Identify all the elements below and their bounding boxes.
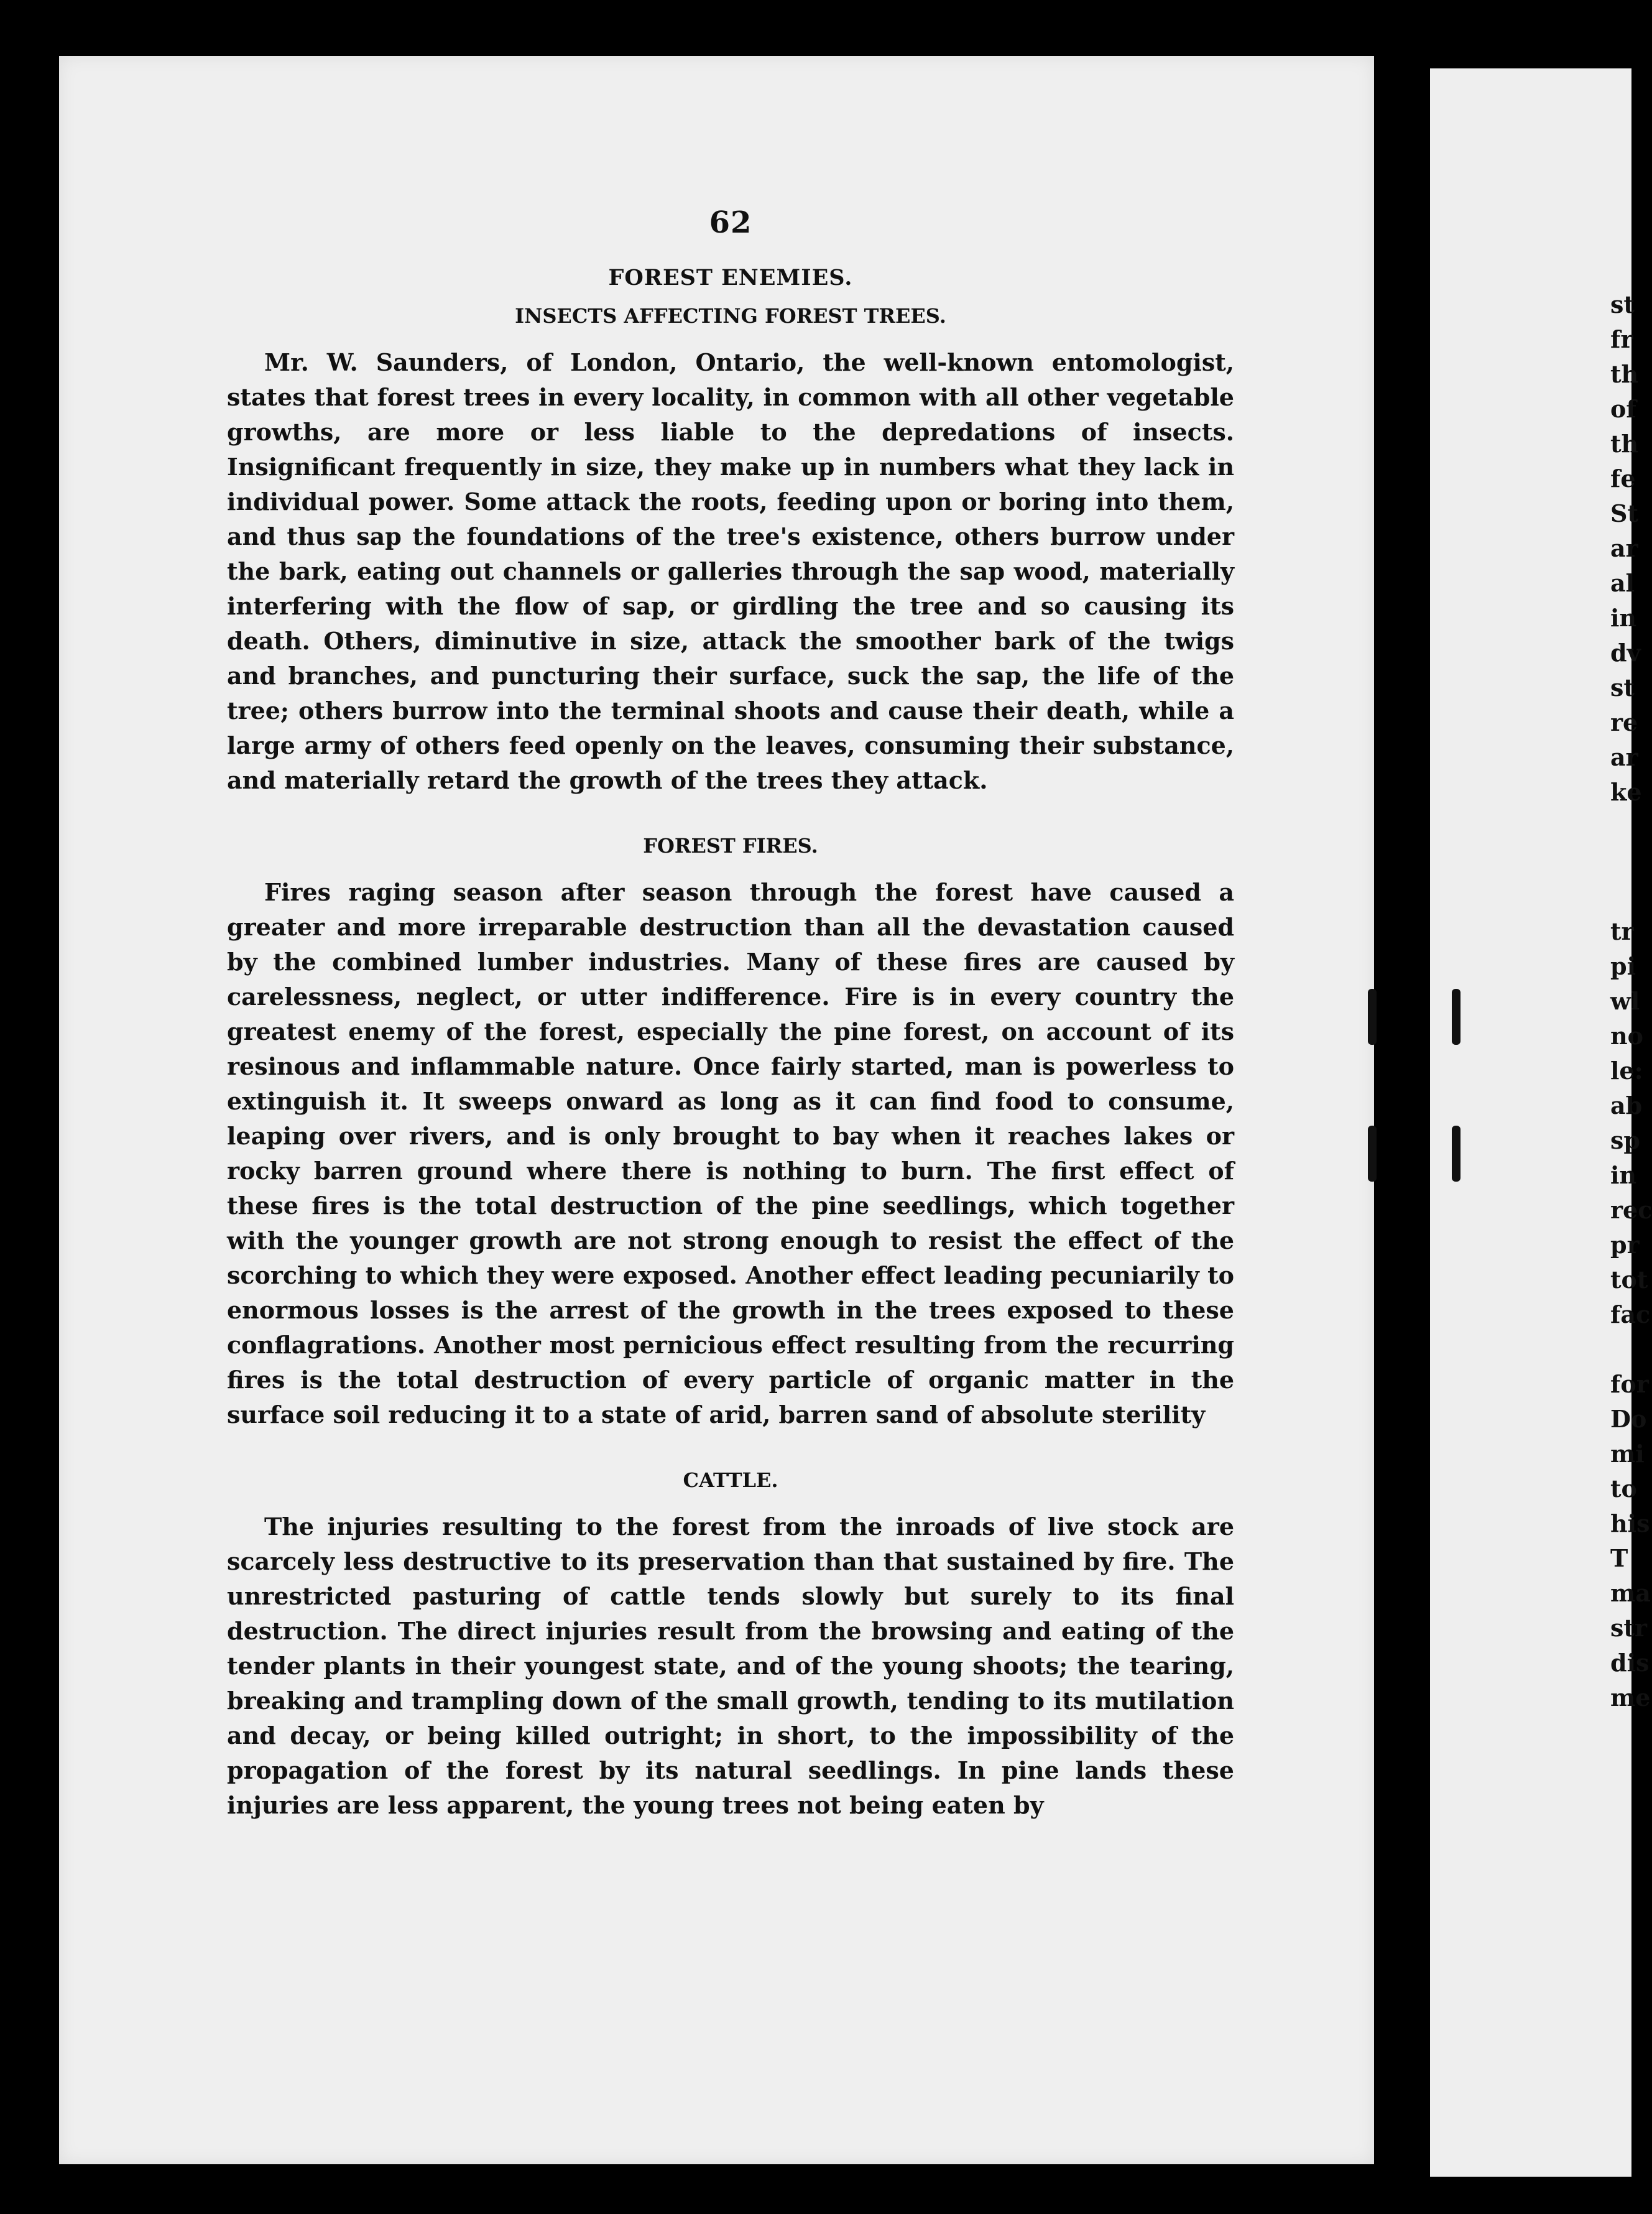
fragment: in (1610, 1161, 1637, 1189)
fragment: for (1610, 1370, 1649, 1398)
fragment: his (1610, 1509, 1650, 1537)
fragment: of (1610, 395, 1636, 423)
page-content (227, 205, 1234, 1823)
facing-page-fragments-top (1610, 287, 1642, 810)
fragment: pr (1610, 1231, 1640, 1259)
fragment: th (1610, 430, 1639, 458)
fragment: th (1610, 360, 1639, 388)
fragment: tr (1610, 917, 1634, 945)
fragment: str (1610, 1614, 1647, 1642)
fragment: in (1610, 604, 1637, 632)
cattle-heading: CATTLE. (683, 1468, 778, 1492)
fragment: Do (1610, 1405, 1647, 1433)
facing-page (1430, 68, 1652, 2177)
cattle-paragraph: The injuries resulting to the forest from the inroads of live stock are scarcely less destructive to its preservation than that sustained by fire. The unrestricted pasturing of cattle tends slowly but surely to its final destruction. The direct injuries result from the browsing and eating of the tender plants in their youngest state, and of the young shoots; the tearing, breaking and trampling down of the small growth, tending to its mutilation and decay, or being killed outright; in short, to the impossibility of the propagation of the forest by its natural seedlings. In pine lands these injuries are less apparent, the young trees not being eaten by (227, 1512, 1234, 1819)
fragment: St (1610, 499, 1638, 527)
facing-page-fragments-bottom (1610, 914, 1652, 1715)
fragment: tot (1610, 1266, 1648, 1294)
fragment: al (1610, 569, 1635, 597)
fragment (1610, 1332, 1631, 1367)
fragment: no (1610, 1022, 1643, 1050)
book-gutter (1374, 56, 1430, 2170)
section-title: FOREST ENEMIES. (608, 265, 853, 290)
fragment: pi (1610, 952, 1636, 980)
fires-heading: FOREST FIRES. (643, 834, 818, 858)
fires-paragraph: Fires raging season after season through the forest have caused a greater and more irreparable destruction than all the devastation caused by the combined lumber industries. Many of these fires are caused by carelessness, neglect, or utter indifference. Fire is in every country the greatest enemy of the forest, especially the pine forest, on account of its resinous and inflammable nature. Once fairly started, man is powerless to extinguish it. It sweeps onward as long as it can find food to consume, leaping over rivers, and is only brought to bay when it reaches lakes or rocky barren ground where there is nothing to burn. The first effect of these fires is the total destruction of the pine seedlings, which together with the younger growth are not strong enough to resist the effect of the scorching to which they were exposed. Another effect leading pecuniarily to enormous losses is the arrest of the growth in the trees exposed to these conflagrations. Another most pernicious effect resulting from the recurring fires is the total destruction of every particle of organic matter in the surface soil reducing it to a state of arid, barren sand of absolute sterility (227, 878, 1234, 1429)
fragment: ke (1610, 778, 1642, 806)
fragment: dis (1610, 1649, 1650, 1677)
fragment: to (1610, 1475, 1637, 1503)
binding-mark (1368, 989, 1377, 1045)
fragment: sp (1610, 1126, 1640, 1154)
binding-mark (1452, 989, 1460, 1045)
fragment: fac (1610, 1300, 1651, 1328)
fragment: ar (1610, 743, 1638, 771)
binding-mark (1452, 1126, 1460, 1182)
fragment: ab (1610, 1091, 1643, 1119)
fragment: wl (1610, 987, 1640, 1015)
fragment: T (1610, 1544, 1628, 1572)
fragment: le: (1610, 1057, 1643, 1085)
fragment: fe (1610, 465, 1636, 493)
fragment: rec (1610, 1196, 1652, 1224)
fragment: me (1610, 1684, 1651, 1711)
fragment: dv (1610, 639, 1641, 667)
fragment: ar (1610, 534, 1638, 562)
subsection-title: INSECTS AFFECTING FOREST TREES. (515, 304, 946, 328)
fragment: ma (1610, 1579, 1651, 1607)
fragment: fr (1610, 325, 1633, 353)
binding-mark (1368, 1126, 1377, 1182)
fragment: st (1610, 674, 1635, 702)
insects-paragraph: Mr. W. Saunders, of London, Ontario, the well-known entomologist, states that forest trees in every locality, in common with all other vegetable growths, are more or less liable to the depredations of insects. Insignificant frequently in size, they make up in numbers what they lack in individual power. Some attack the roots, feeding upon or boring into them, and thus sap the foundations of the tree's existence, others burrow under the bark, eating out channels or galleries through the sap wood, materially interfering with the flow of sap, or girdling the tree and so causing its death. Others, diminutive in size, attack the smoother bark of the twigs and branches, and puncturing their surface, suck the sap, the life of the tree; others burrow into the terminal shoots and cause their death, while a large army of others feed openly on the leaves, consuming their substance, and materially retard the growth of the trees they attack. (227, 348, 1234, 794)
fragment: st (1610, 290, 1635, 318)
fragment: mi (1610, 1440, 1645, 1468)
fragment: re (1610, 708, 1638, 736)
page-number: 62 (709, 205, 752, 240)
